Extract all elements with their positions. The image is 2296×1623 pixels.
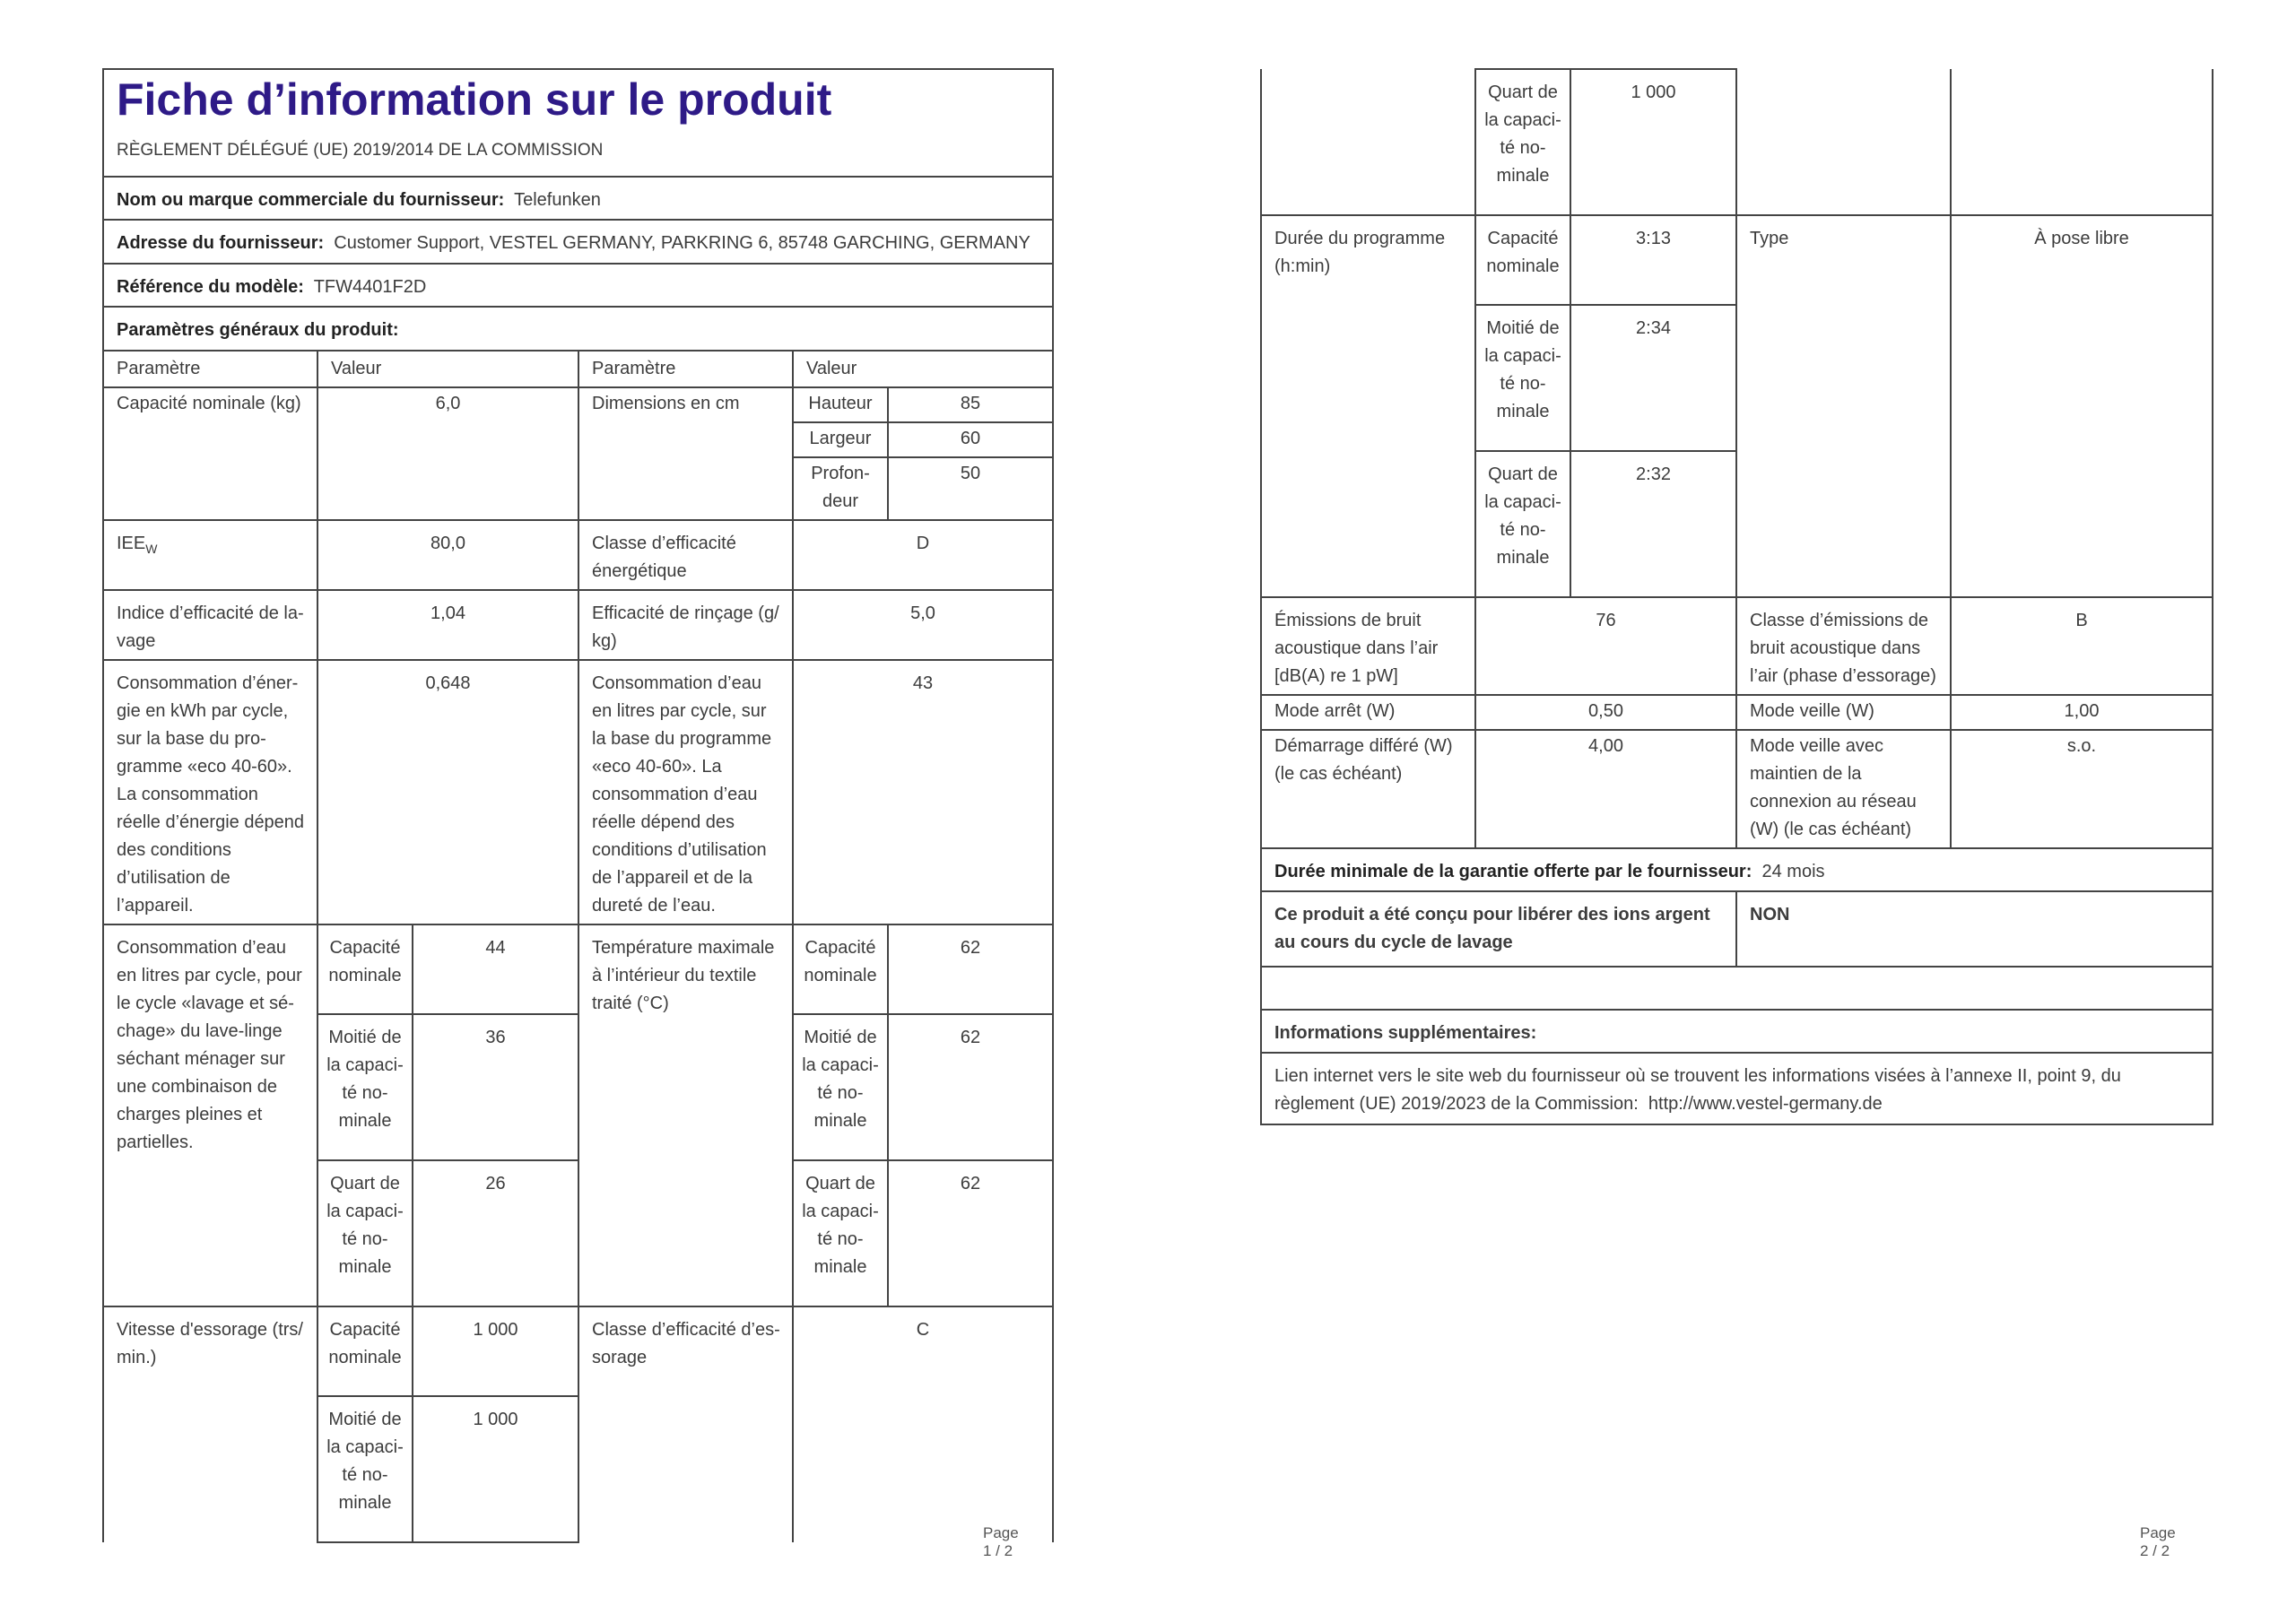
page-number-1: Page 1 / 2 xyxy=(983,1524,1019,1559)
model-label: Référence du modèle: xyxy=(117,277,304,297)
spin-half-value: 1 000 xyxy=(413,1396,578,1542)
model-value: TFW4401F2D xyxy=(313,277,427,297)
washdry-quarter-value: 26 xyxy=(413,1160,578,1306)
spin-class-label: Classe d’efficacité d’essorage xyxy=(578,1306,793,1542)
rinse-value: 5,0 xyxy=(793,590,1053,660)
temp-quarter-value: 62 xyxy=(888,1160,1053,1306)
supplier-link-url[interactable]: http://www.vestel-germany.de xyxy=(1648,1094,1883,1114)
header-param-2: Paramètre xyxy=(578,351,793,387)
supplier-value: Telefunken xyxy=(514,190,601,210)
capacity-label: Capacité nominale (kg) xyxy=(103,387,317,520)
temperature-label: Température maximale à l’intérieur du textile traité (°C) xyxy=(578,924,793,1306)
temp-full-value: 62 xyxy=(888,924,1053,1014)
temp-load-half: Moitié de la capacité nominale xyxy=(793,1014,888,1160)
energy-class-label: Classe d’efficacité énergétique xyxy=(578,520,793,590)
networked-standby-value: s.o. xyxy=(1951,730,2213,848)
water-consumption-value: 43 xyxy=(793,660,1053,924)
washdry-half-value: 36 xyxy=(413,1014,578,1160)
noise-class-value: B xyxy=(1951,597,2213,695)
extra-info-heading: Informations supplémentaires: xyxy=(1261,1010,2213,1053)
height-label: Hauteur xyxy=(793,387,888,422)
standby-label: Mode veille (W) xyxy=(1736,695,1951,730)
height-value: 85 xyxy=(888,387,1053,422)
product-info-table-page-1 xyxy=(102,68,1054,1543)
networked-standby-label: Mode veille avec maintien de la connexion au réseau (W) (le cas échéant) xyxy=(1736,730,1951,848)
warranty-label: Durée minimale de la garantie offerte par le fournisseur: xyxy=(1274,862,1752,881)
address-value: Customer Support, VESTEL GERMANY, PARKRING 6, 85748 GARCHING, GERMANY xyxy=(334,233,1031,253)
standby-value: 1,00 xyxy=(1951,695,2213,730)
temp-half-value: 62 xyxy=(888,1014,1053,1160)
off-mode-label: Mode arrêt (W) xyxy=(1261,695,1475,730)
width-label: Largeur xyxy=(793,422,888,457)
washdry-full-value: 44 xyxy=(413,924,578,1014)
regulation-text: RÈGLEMENT DÉLÉGUÉ (UE) 2019/2014 DE LA COMMISSION xyxy=(117,141,604,160)
spin-load-quarter: Quart de la capacité nominale xyxy=(1475,69,1570,215)
product-info-table-page-2 xyxy=(1260,68,2213,1125)
energy-consumption-value: 0,648 xyxy=(317,660,578,924)
washdry-label: Consommation d’eau en litres par cycle, pour le cycle «lavage et séchage» du lave-linge séchant ménager sur une combinaison de charges pleines et partielles. xyxy=(103,924,317,1306)
header-param-1: Paramètre xyxy=(103,351,317,387)
noise-value: 76 xyxy=(1475,597,1736,695)
delay-start-label: Démarrage différé (W) (le cas échéant) xyxy=(1261,730,1475,848)
depth-label: Profondeur xyxy=(793,457,888,520)
temp-load-quarter: Quart de la capacité nominale xyxy=(793,1160,888,1306)
delay-start-value: 4,00 xyxy=(1475,730,1736,848)
temp-load-full: Capacité nominale xyxy=(793,924,888,1014)
width-value: 60 xyxy=(888,422,1053,457)
supplier-link-row xyxy=(1261,1053,2213,1124)
ieew-label: $IEE_W$ xyxy=(103,520,317,590)
address-row xyxy=(103,220,1053,264)
noise-class-label: Classe d’émissions de bruit acoustique dans l’air (phase d’essorage) xyxy=(1736,597,1951,695)
duration-full-value: 3:13 xyxy=(1570,215,1736,305)
rinse-label: Efficacité de rinçage (g/ kg) xyxy=(578,590,793,660)
wash-index-value: 1,04 xyxy=(317,590,578,660)
spin-load-half: Moitié de la capacité nominale xyxy=(317,1396,413,1542)
duration-quarter-value: 2:32 xyxy=(1570,451,1736,597)
energy-consumption-label: Consommation d’énergie en kWh par cycle, sur la base du programme «eco 40-60». La consommation réelle d’énergie dépend des conditions d’utilisation de l’appareil. xyxy=(103,660,317,924)
silver-ions-label: Ce produit a été conçu pour libérer des ions argent au cours du cycle de lavage xyxy=(1261,891,1736,967)
spin-class-value: C xyxy=(793,1306,1053,1542)
duration-load-full: Capacité nominale xyxy=(1475,215,1570,305)
empty-row xyxy=(1261,967,2213,1010)
model-row xyxy=(103,264,1053,307)
spin-quarter-value: 1 000 xyxy=(1570,69,1736,215)
supplier-label: Nom ou marque commerciale du fournisseur: xyxy=(117,190,505,210)
supplier-link-text: Lien internet vers le site web du fournisseur où se trouvent les informations visées à l’annexe II, point 9, du règlement (UE) 2019/2023 de la Commission: xyxy=(1274,1066,2121,1114)
wash-index-label: Indice d’efficacité de lavage xyxy=(103,590,317,660)
off-mode-value: 0,50 xyxy=(1475,695,1736,730)
spin-speed-label: Vitesse d'essorage (trs/ min.) xyxy=(103,1306,317,1542)
ieew-value: 80,0 xyxy=(317,520,578,590)
general-params-heading: Paramètres généraux du produit: xyxy=(103,307,1053,351)
energy-class-value: D xyxy=(793,520,1053,590)
water-consumption-label: Consommation d’eau en litres par cycle, sur la base du programme «eco 40-60». La consommation d’eau réelle dépend des conditions d’utilisation de l’appareil et de la dureté de l’eau. xyxy=(578,660,793,924)
washdry-load-half: Moitié de la capacité nominale xyxy=(317,1014,413,1160)
warranty-row xyxy=(1261,848,2213,891)
spin-full-value: 1 000 xyxy=(413,1306,578,1396)
header-value-1: Valeur xyxy=(317,351,578,387)
duration-half-value: 2:34 xyxy=(1570,305,1736,451)
duration-label: Durée du programme (h:min) xyxy=(1261,215,1475,597)
depth-value: 50 xyxy=(888,457,1053,520)
spin-load-full: Capacité nominale xyxy=(317,1306,413,1396)
supplier-row xyxy=(103,177,1053,220)
silver-ions-value: NON xyxy=(1736,891,2213,967)
type-value: À pose libre xyxy=(1951,215,2213,597)
washdry-load-full: Capacité nominale xyxy=(317,924,413,1014)
address-label: Adresse du fournisseur: xyxy=(117,233,325,253)
duration-load-half: Moitié de la capacité nominale xyxy=(1475,305,1570,451)
header-value-2: Valeur xyxy=(793,351,1053,387)
washdry-load-quarter: Quart de la capacité nominale xyxy=(317,1160,413,1306)
warranty-value: 24 mois xyxy=(1761,862,1825,881)
noise-label: Émissions de bruit acoustique dans l’air [dB(A) re 1 pW] xyxy=(1261,597,1475,695)
page-number-2: Page 2 / 2 xyxy=(2140,1524,2176,1559)
duration-load-quarter: Quart de la capacité nominale xyxy=(1475,451,1570,597)
capacity-value: 6,0 xyxy=(317,387,578,520)
type-label: Type xyxy=(1736,215,1951,597)
page-title: Fiche d’information sur le produit xyxy=(117,74,832,125)
dimensions-label: Dimensions en cm xyxy=(578,387,793,520)
